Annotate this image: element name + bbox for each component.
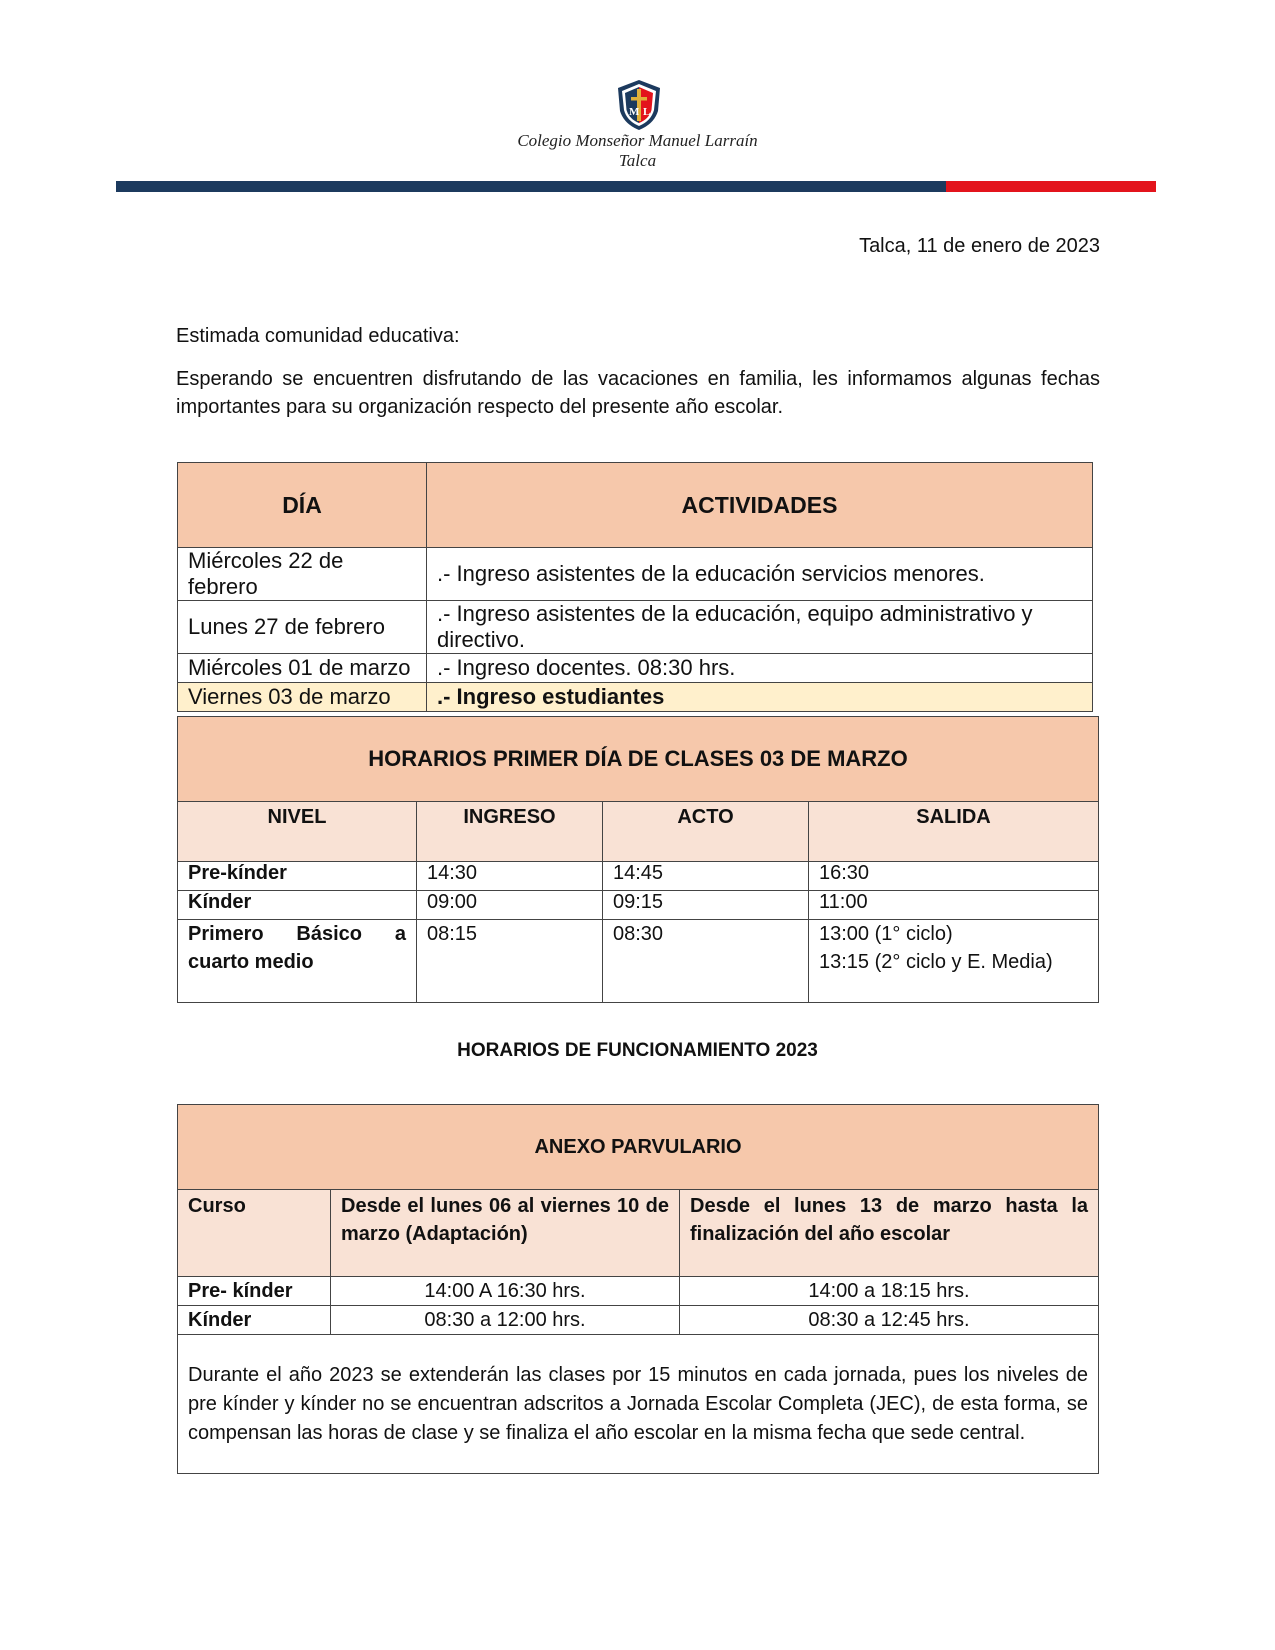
regular-cell: 08:30 a 12:45 hrs.: [680, 1306, 1099, 1335]
table-row: [178, 1277, 1099, 1306]
header-bar-blue: [116, 181, 946, 192]
header-ingreso: INGRESO: [417, 802, 603, 862]
ingreso-cell: 14:30: [417, 862, 603, 891]
shield-crest-icon: [616, 79, 662, 131]
header-actividades: ACTIVIDADES: [427, 463, 1093, 548]
day-cell: Miércoles 01 de marzo: [178, 654, 427, 683]
table-row: [178, 1306, 1099, 1335]
nivel-cell: [178, 920, 417, 1003]
svg-text:L: L: [643, 106, 651, 118]
day-cell: Miércoles 22 de febrero: [178, 548, 427, 601]
header-acto: ACTO: [603, 802, 809, 862]
salida-line-1: 13:00 (1° ciclo): [819, 923, 953, 945]
svg-text:M: M: [629, 106, 640, 118]
table-row-highlighted: [178, 683, 1093, 712]
first-day-title: HORARIOS PRIMER DÍA DE CLASES 03 DE MARZO: [178, 717, 1099, 802]
intro-paragraph: Esperando se encuentren disfrutando de las vacaciones en familia, les informamos algunas fechas importantes para su organización respecto del presente año escolar.: [176, 368, 1100, 418]
annex-note: Durante el año 2023 se extenderán las clases por 15 minutos en cada jornada, pues los niveles de pre kínder y kínder no se encuentran adscritos a Jornada Escolar Completa (JEC), de esta forma, se compensan las horas de clase y se finaliza el año escolar en la misma fecha que sede central.: [178, 1335, 1099, 1474]
ingreso-cell: 08:15: [417, 920, 603, 1003]
table-header-row: [178, 463, 1093, 548]
header-nivel: NIVEL: [178, 802, 417, 862]
table-title-row: [178, 1105, 1099, 1190]
note-row: [178, 1335, 1099, 1474]
salida-cell: 11:00: [809, 891, 1099, 920]
first-day-table: [177, 716, 1099, 1003]
annex-title: ANEXO PARVULARIO: [178, 1105, 1099, 1190]
activity-cell: .- Ingreso estudiantes: [427, 683, 1093, 712]
school-city: Talca: [618, 151, 657, 170]
salida-cell: 16:30: [809, 862, 1099, 891]
activity-cell: .- Ingreso asistentes de la educación, equipo administrativo y directivo.: [427, 601, 1093, 654]
curso-cell: Kínder: [178, 1306, 331, 1335]
ingreso-cell: 09:00: [417, 891, 603, 920]
header-bar-red: [946, 181, 1156, 192]
table-row: [178, 601, 1093, 654]
greeting: Estimada comunidad educativa:: [176, 325, 460, 347]
date-line: Talca, 11 de enero de 2023: [859, 235, 1100, 257]
annex-table: [177, 1104, 1099, 1474]
salida-line-2: 13:15 (2° ciclo y E. Media): [819, 951, 1053, 973]
table-row: [178, 654, 1093, 683]
curso-cell: Pre- kínder: [178, 1277, 331, 1306]
header-regular: Desde el lunes 13 de marzo hasta la finalización del año escolar: [680, 1190, 1099, 1277]
table-row: [178, 862, 1099, 891]
activities-table: [177, 462, 1093, 712]
adaptacion-cell: 14:00 A 16:30 hrs.: [331, 1277, 680, 1306]
table-title-row: [178, 717, 1099, 802]
header-curso: Curso: [178, 1190, 331, 1277]
header-adaptacion: Desde el lunes 06 al viernes 10 de marzo (Adaptación): [331, 1190, 680, 1277]
activity-cell: .- Ingreso docentes. 08:30 hrs.: [427, 654, 1093, 683]
day-cell: Lunes 27 de febrero: [178, 601, 427, 654]
acto-cell: 09:15: [603, 891, 809, 920]
adaptacion-cell: 08:30 a 12:00 hrs.: [331, 1306, 680, 1335]
regular-cell: 14:00 a 18:15 hrs.: [680, 1277, 1099, 1306]
table-row: [178, 920, 1099, 1003]
nivel-line-2: cuarto medio: [188, 951, 314, 973]
nivel-cell: Pre-kínder: [178, 862, 417, 891]
nivel-cell: Kínder: [178, 891, 417, 920]
day-cell: Viernes 03 de marzo: [178, 683, 427, 712]
table-row: [178, 891, 1099, 920]
table-header-row: [178, 1190, 1099, 1277]
table-row: [178, 548, 1093, 601]
school-name: Colegio Monseñor Manuel Larraín: [517, 131, 758, 150]
salida-cell: [809, 920, 1099, 1003]
header-dia: DÍA: [178, 463, 427, 548]
table-header-row: [178, 802, 1099, 862]
nivel-line-1: Primero Básico a: [188, 923, 406, 945]
section-title: HORARIOS DE FUNCIONAMIENTO 2023: [457, 1040, 818, 1061]
header-salida: SALIDA: [809, 802, 1099, 862]
acto-cell: 08:30: [603, 920, 809, 1003]
activity-cell: .- Ingreso asistentes de la educación servicios menores.: [427, 548, 1093, 601]
acto-cell: 14:45: [603, 862, 809, 891]
